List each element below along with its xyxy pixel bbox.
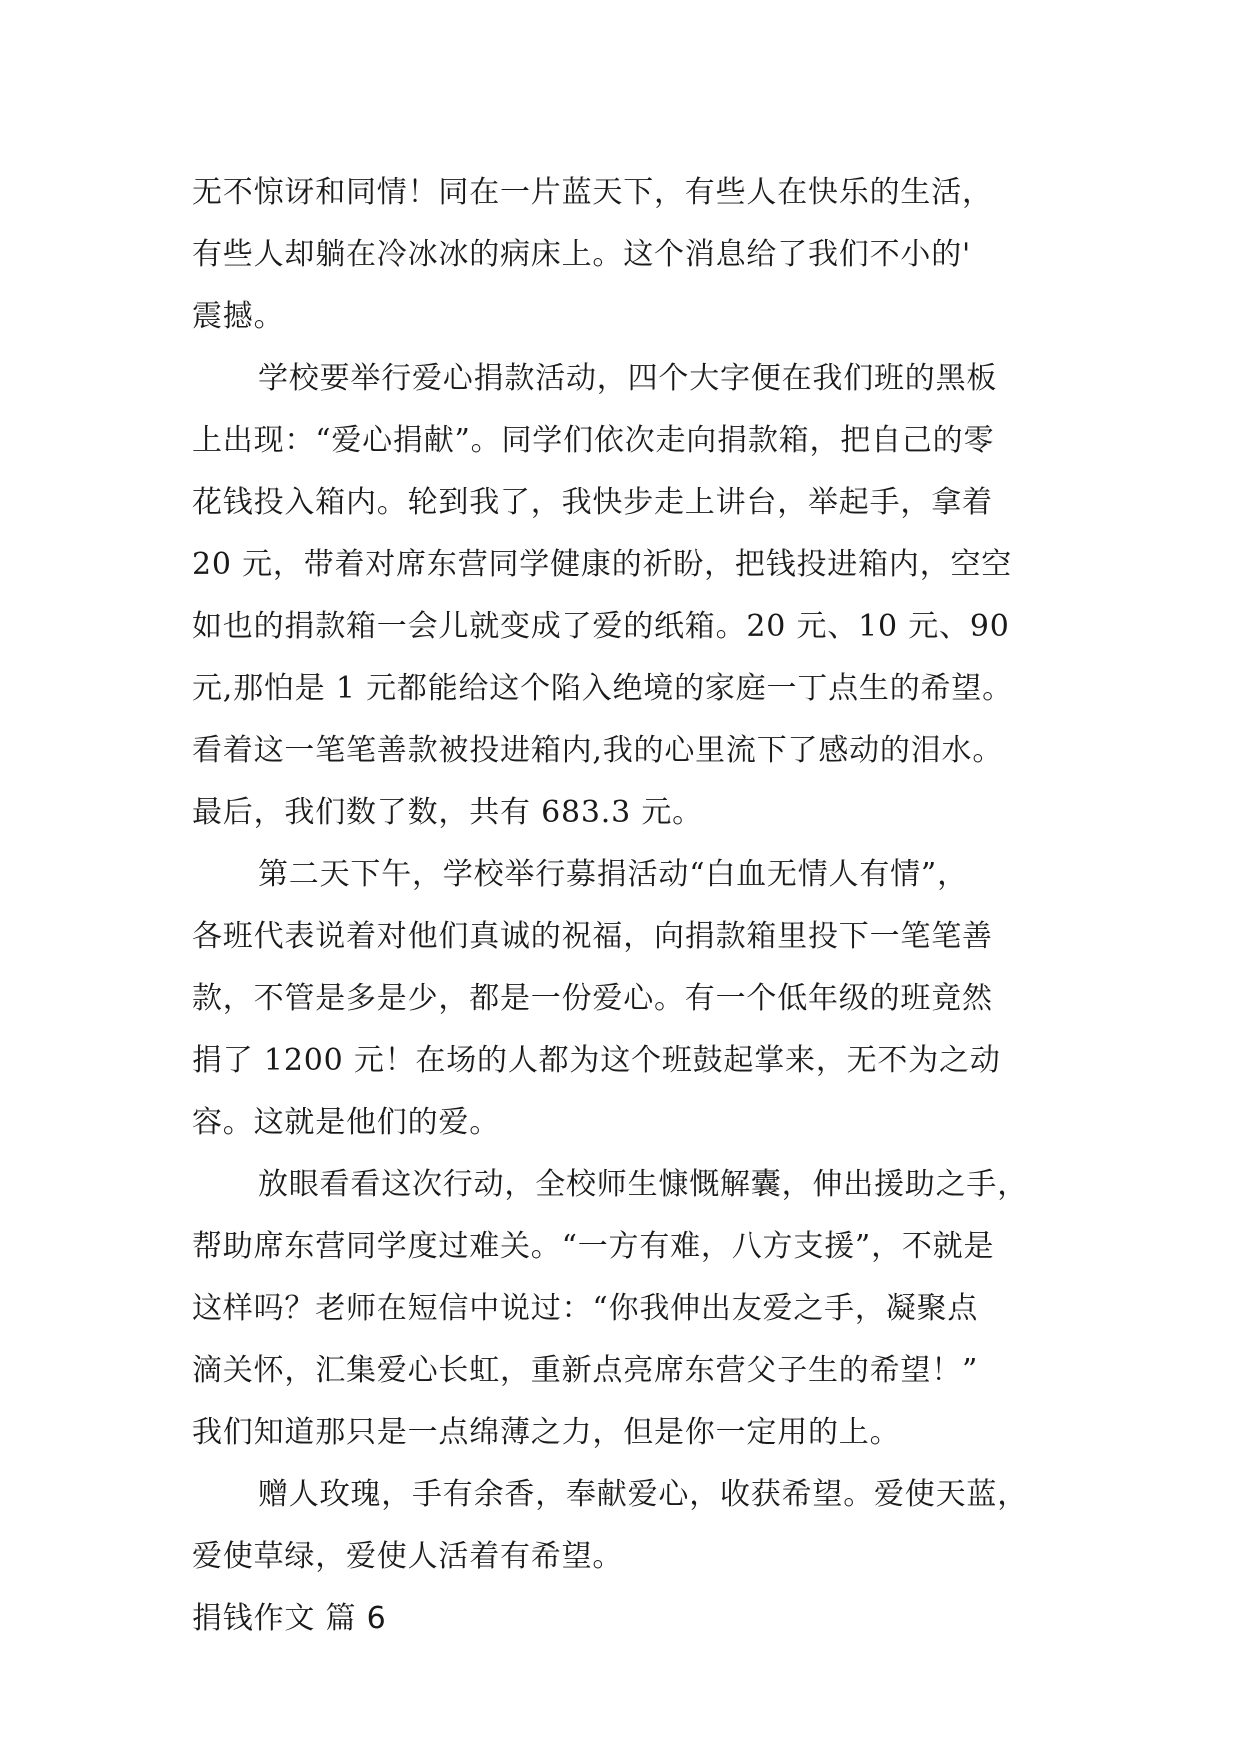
text-line: 款，不管是多是少，都是一份爱心。有一个低年级的班竟然 [192,981,993,1016]
text-line: 放眼看看这次行动，全校师生慷慨解囊，伸出援助之手， [258,1167,1028,1202]
text-line: 花钱投入箱内。轮到我了，我快步走上讲台，举起手，拿着 [192,485,993,520]
text-line: 这样吗？老师在短信中说过：“你我伸出友爱之手，凝聚点 [192,1291,979,1326]
text-line: 无不惊讶和同情！同在一片蓝天下，有些人在快乐的生活， [192,175,993,210]
text-line: 我们知道那只是一点绵薄之力，但是你一定用的上。 [192,1415,901,1450]
paragraph [192,1464,1072,1588]
text-line: 捐了 1200 元！在场的人都为这个班鼓起掌来，无不为之动 [192,1043,1001,1078]
text-line: 有些人却躺在冷冰冰的病床上。这个消息给了我们不小的' [192,237,972,272]
paragraph [192,1154,1072,1464]
paragraph [192,162,1072,348]
text-line: 最后，我们数了数，共有 683.3 元。 [192,795,703,830]
text-line: 看着这一笔笔善款被投进箱内,我的心里流下了感动的泪水。 [192,733,1004,768]
paragraph [192,844,1072,1154]
text-line: 容。这就是他们的爱。 [192,1105,500,1140]
text-line: 赠人玫瑰，手有余香，奉献爱心，收获希望。爱使天蓝， [258,1477,1028,1512]
text-line: 各班代表说着对他们真诚的祝福，向捐款箱里投下一笔笔善 [192,919,993,954]
text-line: 如也的捐款箱一会儿就变成了爱的纸箱。20 元、10 元、90 [192,609,1010,644]
document-body [192,162,1072,1650]
text-line: 帮助席东营同学度过难关。“一方有难，八方支援”，不就是 [192,1229,995,1264]
text-line: 滴关怀，汇集爱心长虹，重新点亮席东营父子生的希望！” [192,1353,979,1388]
text-line: 元,那怕是 1 元都能给这个陷入绝境的家庭一丁点生的希望。 [192,671,1013,706]
text-line: 学校要举行爱心捐款活动，四个大字便在我们班的黑板 [258,361,998,396]
text-line: 震撼。 [192,299,285,334]
section-heading: 捐钱作文 篇 6 [192,1601,387,1636]
text-line: 20 元，带着对席东营同学健康的祈盼，把钱投进箱内，空空 [192,547,1013,582]
text-line: 第二天下午，学校举行募捐活动“白血无情人有情”， [258,857,968,892]
text-line: 爱使草绿，爱使人活着有希望。 [192,1539,624,1574]
text-line: 上出现：“爱心捐献”。同学们依次走向捐款箱，把自己的零 [192,423,995,458]
paragraph [192,348,1072,844]
